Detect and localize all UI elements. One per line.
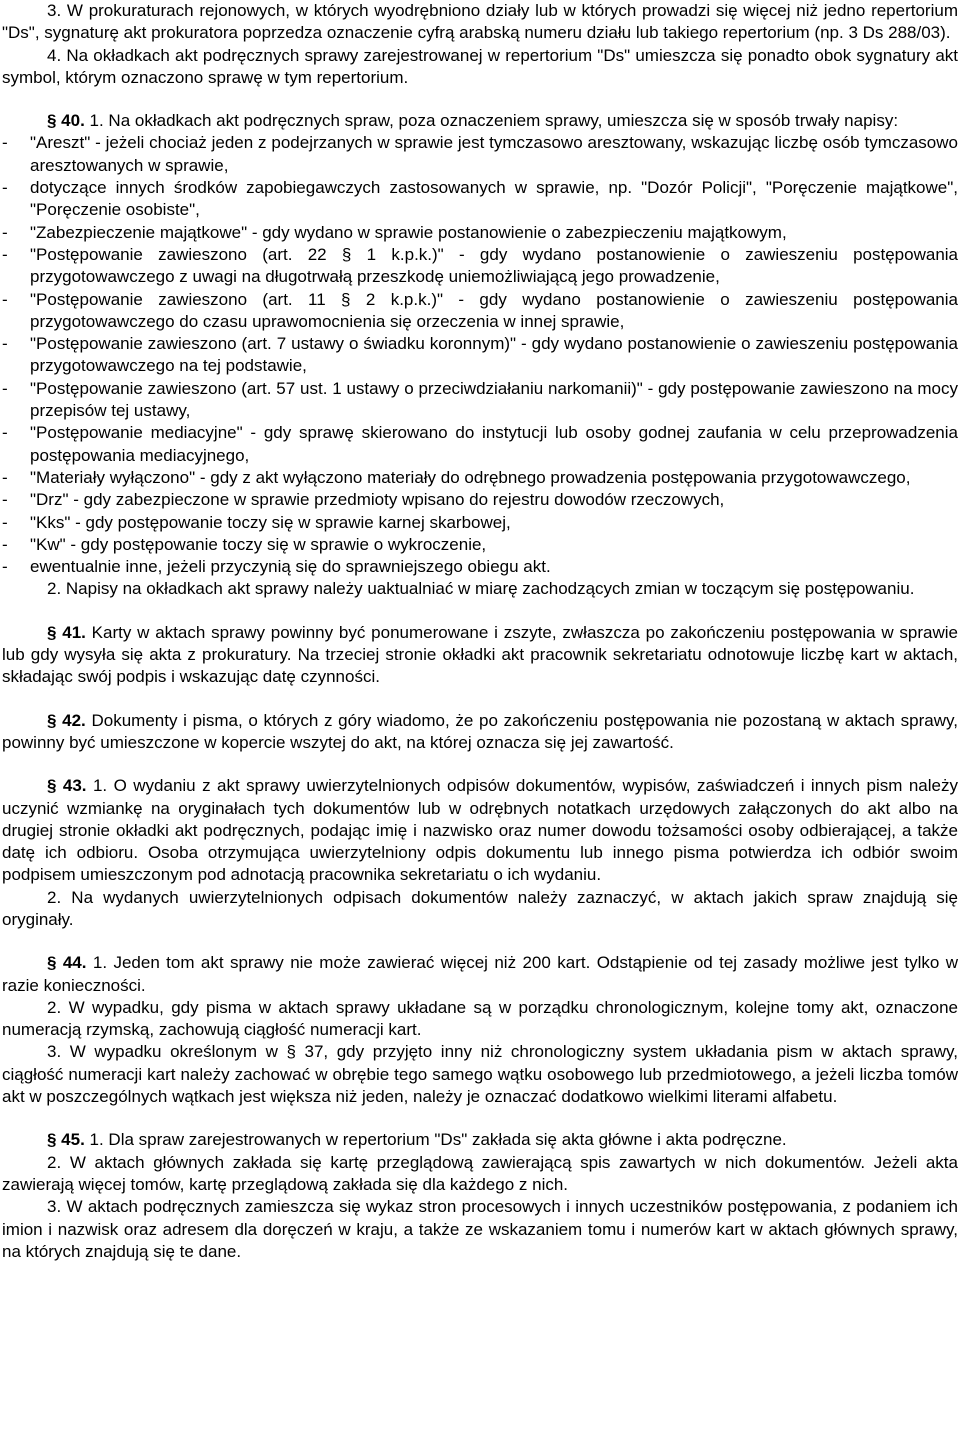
section-40-paragraph-2: 2. Napisy na okładkach akt sprawy należy uaktualniać w miarę zachodzących zmian w toczącym się postępowaniu. <box>47 579 915 599</box>
list-item: - "Areszt" - jeżeli chociaż jeden z podejrzanych w sprawie jest tymczasowo aresztowany, wskazując liczbę osób tymczasowo aresztowanych w sprawie, <box>2 133 958 175</box>
section-42 <box>2 710 958 755</box>
list-item: - "Postępowanie mediacyjne" - gdy sprawę skierowano do instytucji lub osoby godnej zaufania w celu przeprowadzenia postępowania mediacyjnego, <box>2 423 958 465</box>
section-44-text-1: 1. Jeden tom akt sprawy nie może zawierać więcej niż 200 kart. Odstąpienie od tej zasady możliwe jest tylko w razie konieczności. <box>2 953 958 995</box>
list-item: - "Kks" - gdy postępowanie toczy się w sprawie karnej skarbowej, <box>2 512 511 532</box>
section-41-number: § 41. <box>47 622 86 642</box>
section-45-paragraph-3: 3. W aktach podręcznych zamieszcza się wykaz stron procesowych i innych uczestników postępowania, z podaniem ich imion i nazwisk oraz adresem dla doręczeń w kraju, a także ze wskazaniem tomu i numerów kart w aktach głównych sprawy, na których znajdują się te dane. <box>2 1197 958 1261</box>
section-41 <box>2 622 958 689</box>
section-41-text: Karty w aktach sprawy powinny być ponumerowane i zszyte, zwłaszcza po zakończeniu postępowania w sprawie lub gdy wysyła się akta z prokuratury. Na trzeciej stronie okładki akt pracownik sekretariatu odnotowuje liczbę kart w aktach, składając swój podpis i wskazując datę czynności. <box>2 622 959 687</box>
section-43-paragraph-2: 2. Na wydanych uwierzytelnionych odpisach dokumentów należy zaznaczyć, w aktach jakich spraw znajdują się oryginały. <box>2 887 958 929</box>
section-43-number: § 43. <box>47 776 87 796</box>
list-item: - ewentualnie inne, jeżeli przyczynią się do sprawniejszego obiegu akt. <box>2 557 551 577</box>
section-45-paragraph-2: 2. W aktach głównych zakłada się kartę przeglądową zawierającą spis zawartych w nich dokumentów. Jeżeli akta zawierają więcej tomów, kartę przeglądową zakłada się dla każdego z nich. <box>2 1152 958 1194</box>
section-40-intro <box>2 110 958 132</box>
section-44-number: § 44. <box>47 953 87 973</box>
section-43-paragraph-1 <box>2 775 958 886</box>
section-44-paragraph-3: 3. W wypadku określonym w § 37, gdy przyjęto inny niż chronologiczny system układania pism w aktach sprawy, ciągłość numeracji kart należy zachować w obrębie tego samego wątku osobowego lub przedmiotowego, a jeżeli liczba tomów akt w poszczególnych wątkach jest większa niż jeden, należy je oznaczać dodatkowo wielkimi literami alfabetu. <box>2 1042 958 1107</box>
list-item: - "Drz" - gdy zabezpieczone w sprawie przedmioty wpisano do rejestru dowodów rzeczowych, <box>2 490 725 510</box>
section-40-number: § 40. <box>47 111 85 131</box>
list-item: - dotyczące innych środków zapobiegawczych zastosowanych w sprawie, np. "Dozór Policji", "Poręczenie majątkowe", "Poręczenie osobiste", <box>2 178 958 220</box>
section-45-number: § 45. <box>47 1130 85 1150</box>
section-40-lead: 1. Na okładkach akt podręcznych spraw, poza oznaczeniem sprawy, umieszcza się w sposób trwały napisy: <box>84 111 899 131</box>
section-42-text: Dokumenty i pisma, o których z góry wiadomo, że po zakończeniu postępowania nie pozostaną w aktach sprawy, powinny być umieszczone w kopercie wszytej do akt, na której oznacza się jej zawartość. <box>2 710 958 752</box>
list-item: - "Materiały wyłączono" - gdy z akt wyłączono materiały do odrębnego prowadzenia postępowania przygotowawczego, <box>2 467 911 487</box>
list-item: - "Zabezpieczenie majątkowe" - gdy wydano w sprawie postanowienie o zabezpieczeniu majątkowym, <box>2 222 787 242</box>
list-item: - "Postępowanie zawieszono (art. 7 ustawy o świadku koronnym)" - gdy wydano postanowienie o zawieszeniu postępowania przygotowawczego na tej podstawie, <box>2 334 958 376</box>
section-40-list <box>2 132 958 578</box>
list-item: - "Postępowanie zawieszono (art. 11 § 2 k.p.k.)" - gdy wydano postanowienie o zawieszeniu postępowania przygotowawczego do czasu uprawomocnienia się orzeczenia w innej sprawie, <box>2 289 958 331</box>
paragraph-4-top: 4. Na okładkach akt podręcznych sprawy zarejestrowanej w repertorium "Ds" umieszcza się ponadto obok sygnatury akt symbol, którym oznaczono sprawę w tym repertorium. <box>2 45 958 87</box>
paragraph-3-top: 3. W prokuraturach rejonowych, w których wyodrębniono działy lub w których prowadzi się więcej niż jedno repertorium "Ds", sygnaturę akt prokuratora poprzedza oznaczenie cyfrą arabską numeru działu lub takiego repertorium (np. 3 Ds 288/03). <box>2 1 958 43</box>
section-43-text-1: 1. O wydaniu z akt sprawy uwierzytelnionych odpisów dokumentów, wypisów, zaświadczeń i innych pism należy uczynić wzmiankę na oryginałach tych dokumentów lub w odrębnych notatkach urzędowych załączonych do akt albo na drugiej stronie okładki akt podręcznych, podając imię i nazwisko oraz numer dowodu tożsamości osoby odbierającej, a także datę ich odbioru. Osoba otrzymująca uwierzytelniony odpis dokumentu lub innego pisma potwierdza ich odbiór swoim podpisem umieszczonym pod adnotacją pracownika sekretariatu o ich wydaniu. <box>2 776 958 885</box>
list-item: - "Kw" - gdy postępowanie toczy się w sprawie o wykroczenie, <box>2 534 487 554</box>
list-item: - "Postępowanie zawieszono (art. 22 § 1 k.p.k.)" - gdy wydano postanowienie o zawieszeniu postępowania przygotowawczego z uwagi na długotrwałą przeszkodę uniemożliwiającą jego prowadzenie, <box>2 244 958 287</box>
list-item: - "Postępowanie zawieszono (art. 57 ust. 1 ustawy o przeciwdziałaniu narkomanii)" - gdy postępowanie zawieszono na mocy przepisów tej ustawy, <box>2 378 958 421</box>
section-44-paragraph-2: 2. W wypadku, gdy pisma w aktach sprawy układane są w porządku chronologicznym, kolejne tomy akt, oznaczone numeracją rzymską, zachowują ciągłość numeracji kart. <box>2 997 958 1040</box>
section-45-text-1: 1. Dla spraw zarejestrowanych w repertorium "Ds" zakłada się akta główne i akta podręczne. <box>84 1130 787 1150</box>
section-44-paragraph-1 <box>2 952 958 997</box>
section-45-paragraph-1 <box>2 1129 958 1151</box>
section-42-number: § 42. <box>47 710 86 730</box>
